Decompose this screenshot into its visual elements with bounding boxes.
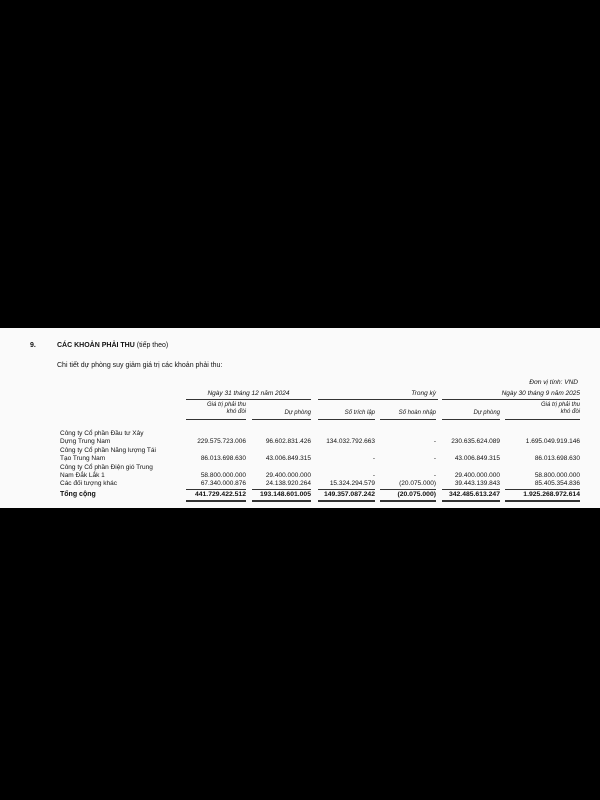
total-label: Tổng cộng — [60, 491, 96, 498]
total-value: 1.925.268.972.614 — [523, 491, 580, 498]
total-rule — [318, 489, 375, 490]
total-value: 342.485.613.247 — [448, 491, 500, 498]
cell-value: - — [433, 472, 436, 479]
total-rule — [186, 489, 246, 490]
total-rule — [442, 489, 500, 490]
cell-value: 43.006.849.315 — [454, 455, 500, 462]
col-header-provision-start — [252, 410, 311, 417]
total-value: 441.729.422.512 — [194, 491, 246, 498]
cell-value: 96.602.831.426 — [265, 438, 311, 445]
cell-value: 230.635.624.089 — [451, 438, 500, 445]
col-header-line: khó đòi — [226, 409, 246, 415]
group-header-end: Ngày 30 tháng 9 năm 2025 — [501, 390, 580, 397]
total-rule — [252, 489, 311, 490]
total-value: 193.148.601.005 — [259, 491, 311, 498]
cell-value: 29.400.000.000 — [454, 472, 500, 479]
document-page — [0, 328, 600, 508]
col-header-line: khó đòi — [560, 409, 580, 415]
total-double-rule — [252, 500, 311, 502]
group-header-period: Trong kỳ — [411, 390, 436, 397]
col-header-line: Số hoàn nhập — [398, 410, 436, 416]
cell-value: 39.443.139.843 — [454, 480, 500, 487]
row-label-trung-nam-renewable — [60, 447, 185, 463]
total-double-rule — [505, 500, 580, 502]
col-header-receivable-end — [505, 402, 580, 416]
section-intro: Chi tiết dự phòng suy giảm giá trị các khoản phải thu: — [57, 362, 223, 369]
total-value: (20.075.000) — [397, 491, 436, 498]
col-header-line: Dự phòng — [473, 410, 500, 416]
total-rule — [505, 489, 580, 490]
row-label-line: Công ty Cổ phần Đầu tư Xây — [60, 430, 144, 437]
total-double-rule — [186, 500, 246, 502]
cell-value: 58.800.000.000 — [534, 472, 580, 479]
cell-value: 229.575.723.006 — [197, 438, 246, 445]
header-rule — [318, 419, 375, 420]
col-header-line: Số trích lập — [344, 410, 375, 416]
cell-value: 86.013.698.630 — [534, 455, 580, 462]
row-label-line: Tạo Trung Nam — [60, 455, 106, 462]
group-rule-start — [186, 399, 311, 400]
cell-value: 86.013.698.630 — [200, 455, 246, 462]
row-label-line: Các đối tượng khác — [60, 480, 118, 487]
cell-value: 43.006.849.315 — [265, 455, 311, 462]
header-rule — [186, 419, 246, 420]
col-header-reversed — [380, 410, 436, 417]
cell-value: 58.800.000.000 — [200, 472, 246, 479]
section-title — [57, 342, 168, 349]
col-header-provision-end — [442, 410, 500, 417]
header-rule — [252, 419, 311, 420]
cell-value: 134.032.792.663 — [326, 438, 375, 445]
cell-value: - — [372, 472, 375, 479]
cell-value: 1.695.049.919.146 — [525, 438, 580, 445]
total-value: 149.357.087.242 — [323, 491, 375, 498]
group-rule-period — [318, 399, 438, 400]
cell-value: - — [372, 455, 375, 462]
row-label-line: Công ty Cổ phần Điện gió Trung — [60, 464, 153, 471]
row-label-line: Dựng Trung Nam — [60, 438, 111, 445]
total-double-rule — [442, 500, 500, 502]
group-header-start: Ngày 31 tháng 12 năm 2024 — [207, 390, 290, 397]
header-rule — [380, 419, 436, 420]
row-label-trung-nam-daklak-wind — [60, 464, 185, 480]
header-rule — [505, 419, 580, 420]
row-label-line: Nam Đắk Lắk 1 — [60, 472, 105, 479]
section-number: 9. — [30, 342, 36, 349]
cell-value: 24.138.920.264 — [265, 480, 311, 487]
col-header-line: Giá trị phải thu — [206, 402, 246, 408]
row-label-line: Công ty Cổ phần Năng lượng Tái — [60, 447, 156, 454]
cell-value: 15.324.294.579 — [329, 480, 375, 487]
total-double-rule — [380, 500, 436, 502]
currency-unit-note: Đơn vị tính: VND — [529, 379, 578, 386]
cell-value: - — [433, 455, 436, 462]
cell-value: 85.405.354.836 — [534, 480, 580, 487]
cell-value: 29.400.000.000 — [265, 472, 311, 479]
cell-value: (20.075.000) — [399, 480, 436, 487]
col-header-receivable-start — [186, 402, 246, 416]
col-header-charged — [318, 410, 375, 417]
total-double-rule — [318, 500, 375, 502]
section-title-text: CÁC KHOẢN PHẢI THU — [57, 342, 135, 349]
cell-value: 67.340.000.876 — [200, 480, 246, 487]
section-title-continued: (tiếp theo) — [136, 342, 169, 349]
row-label-trung-nam-construction — [60, 430, 185, 446]
row-label-other-parties — [60, 480, 185, 488]
col-header-line: Giá trị phải thu — [540, 402, 580, 408]
group-rule-end — [442, 399, 580, 400]
col-header-line: Dự phòng — [284, 410, 311, 416]
total-rule — [380, 489, 436, 490]
cell-value: - — [433, 438, 436, 445]
header-rule — [442, 419, 500, 420]
